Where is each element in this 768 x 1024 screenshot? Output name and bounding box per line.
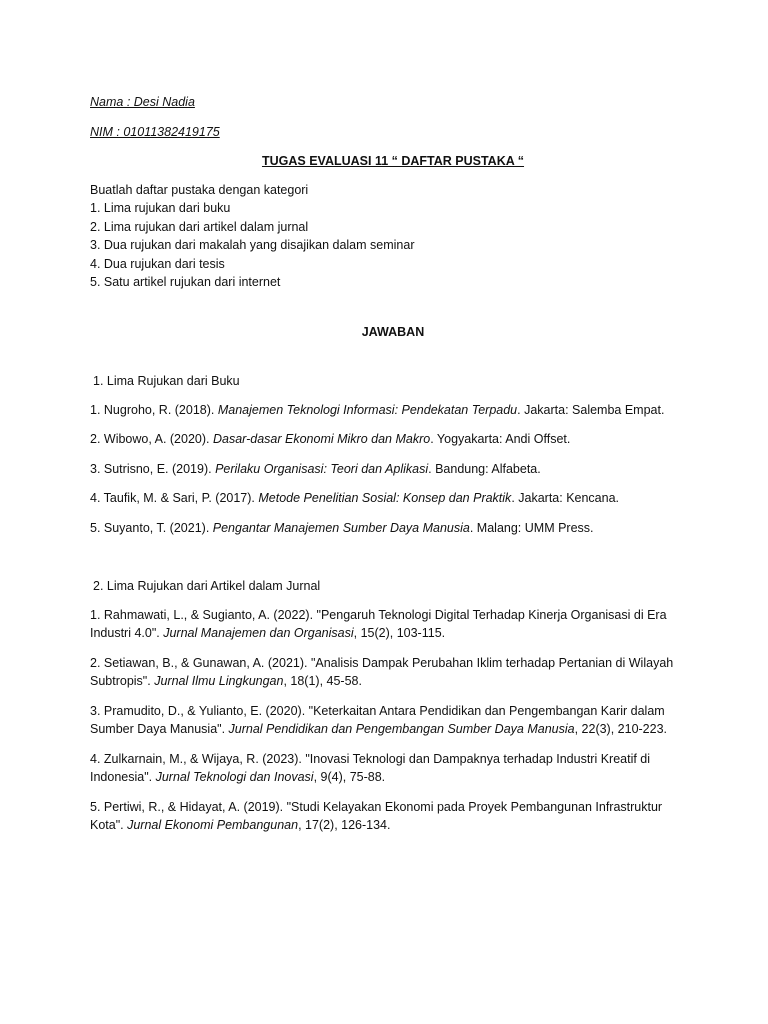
reference-text: , 15(2), 103-115. (353, 626, 446, 640)
reference-text: , 9(4), 75-88. (313, 770, 386, 784)
student-name: Nama : Desi Nadia (90, 95, 195, 109)
reference-journal: Jurnal Pendidikan dan Pengembangan Sumber Daya Manusia (228, 722, 575, 736)
document-page (90, 93, 690, 835)
reference-text: 3. Sutrisno, E. (2019). (90, 461, 216, 476)
task-title: TUGAS EVALUASI 11 “ DAFTAR PUSTAKA “ (261, 154, 525, 168)
task-instructions (90, 181, 690, 292)
reference-text: 5. Suyanto, T. (2021). (90, 520, 213, 535)
reference-text: 2. Wibowo, A. (2020). (90, 432, 213, 446)
reference-text: , 17(2), 126-134. (298, 818, 391, 832)
reference-item (90, 460, 690, 479)
reference-text: , 22(3), 210-223. (574, 722, 668, 736)
section-title-journals: 2. Lima Rujukan dari Artikel dalam Jurnal (93, 579, 321, 593)
reference-text: 2. Setiawan, B., & Gunawan, A. (2021). "Analisis Dampak Perubahan Iklim terhadap Pertanian di Wilayah Subtropis". (90, 655, 674, 688)
reference-text: 5. Pertiwi, R., & Hidayat, A. (2019). "Studi Kelayakan Ekonomi pada Proyek Pembangunan Infrastruktur Kota". (90, 799, 663, 832)
student-nim: NIM : 01011382419175 (90, 124, 220, 139)
reference-journal: Jurnal Teknologi dan Inovasi (155, 770, 314, 784)
instructions-intro: Buatlah daftar pustaka dengan kategori (90, 182, 309, 197)
reference-item (90, 702, 690, 739)
reference-text: . Malang: UMM Press. (469, 520, 594, 535)
reference-text: 1. Rahmawati, L., & Sugianto, A. (2022). "Pengaruh Teknologi Digital Terhadap Kinerja Organisasi di Era Industri 4.0". (90, 607, 667, 640)
section-title-books: 1. Lima Rujukan dari Buku (93, 374, 240, 388)
reference-text: 3. Pramudito, D., & Yulianto, E. (2020). "Keterkaitan Antara Pendidikan dan Pengembangan Karir dalam Sumber Daya Manusia". (90, 703, 665, 736)
reference-text: . Jakarta: Kencana. (511, 491, 620, 505)
reference-item (90, 654, 690, 691)
instruction-item: 1. Lima rujukan dari buku (90, 201, 231, 215)
reference-text: . Jakarta: Salemba Empat. (517, 402, 665, 417)
reference-journal: Jurnal Ekonomi Pembangunan (127, 818, 299, 832)
reference-text: 1. Nugroho, R. (2018). (90, 402, 218, 417)
reference-text: , 18(1), 45-58. (283, 674, 362, 688)
reference-text: 4. Taufik, M. & Sari, P. (2017). (90, 491, 259, 505)
reference-item (90, 401, 690, 420)
instruction-item: 2. Lima rujukan dari artikel dalam jurnal (90, 219, 309, 234)
reference-item (90, 606, 690, 643)
reference-title: Metode Penelitian Sosial: Konsep dan Praktik (258, 491, 512, 505)
instruction-item: 5. Satu artikel rujukan dari internet (90, 275, 281, 289)
answer-title: JAWABAN (361, 324, 425, 339)
reference-title: Perilaku Organisasi: Teori dan Aplikasi (215, 461, 429, 476)
reference-title: Manajemen Teknologi Informasi: Pendekatan Terpadu (217, 402, 518, 417)
reference-item (90, 519, 690, 538)
reference-text: 4. Zulkarnain, M., & Wijaya, R. (2023). "Inovasi Teknologi dan Dampaknya terhadap Industri Kreatif di Indonesia". (90, 751, 651, 784)
instruction-item: 4. Dua rujukan dari tesis (90, 256, 225, 271)
reference-journal: Jurnal Ilmu Lingkungan (154, 674, 284, 688)
reference-item (90, 798, 690, 835)
reference-journal: Jurnal Manajemen dan Organisasi (163, 626, 354, 640)
reference-text: . Bandung: Alfabeta. (428, 461, 541, 476)
reference-item (90, 430, 690, 449)
reference-item (90, 489, 690, 508)
reference-text: . Yogyakarta: Andi Offset. (430, 432, 571, 446)
instruction-item: 3. Dua rujukan dari makalah yang disajikan dalam seminar (90, 238, 415, 252)
reference-title: Pengantar Manajemen Sumber Daya Manusia (212, 520, 470, 535)
reference-item (90, 750, 690, 787)
reference-title: Dasar-dasar Ekonomi Mikro dan Makro (212, 432, 431, 446)
